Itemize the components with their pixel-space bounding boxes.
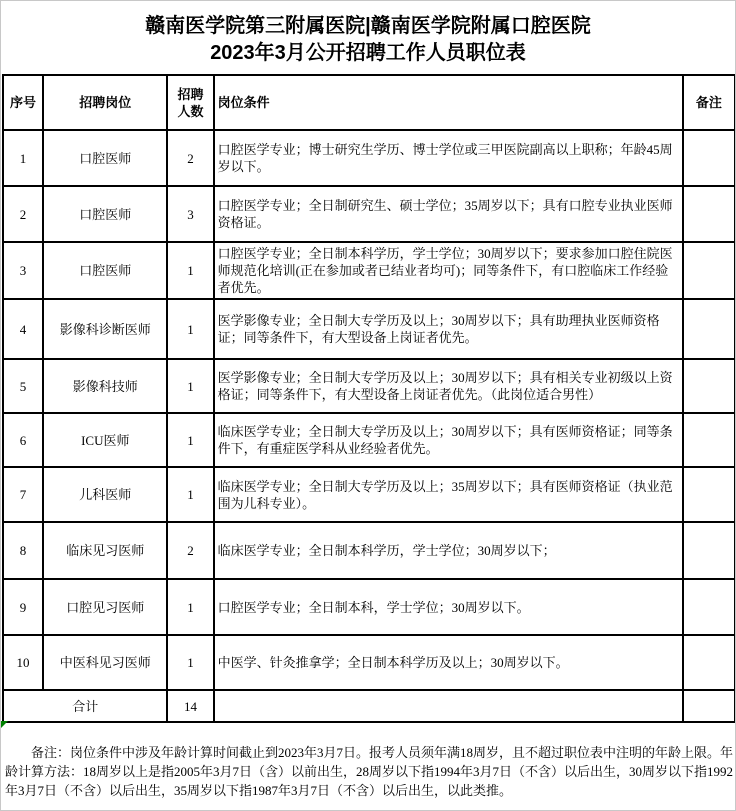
table-row (3, 522, 735, 579)
seq-cell: 3 (3, 242, 43, 299)
position-cell: 中医科见习医师 (43, 635, 167, 690)
total-count-cell: 14 (167, 690, 213, 722)
conditions-cell: 口腔医学专业；博士研究生学历、博士学位或三甲医院副高以上职称；年龄45周岁以下。 (214, 130, 683, 186)
position-cell: 临床见习医师 (43, 522, 167, 579)
position-cell: 影像科技师 (43, 359, 167, 413)
position-cell: 口腔医师 (43, 242, 167, 299)
total-label-cell: 合计 (3, 690, 167, 722)
conditions-cell: 口腔医学专业；全日制本科，学士学位；30周岁以下。 (214, 579, 683, 635)
seq-cell: 5 (3, 359, 43, 413)
page-title-line1: 赣南医学院第三附属医院|赣南医学院附属口腔医院 (145, 15, 591, 37)
table-row (3, 359, 735, 413)
positions-table (2, 74, 736, 723)
table-row (3, 130, 735, 186)
conditions-cell: 临床医学专业；全日制本科学历，学士学位；30周岁以下； (214, 522, 683, 579)
total-remark-cell (683, 690, 735, 722)
remark-cell (683, 413, 735, 467)
count-cell: 1 (167, 242, 213, 299)
page-title-line2: 2023年3月公开招聘工作人员职位表 (210, 42, 526, 64)
table-row (3, 467, 735, 522)
conditions-cell: 临床医学专业；全日制大专学历及以上；30周岁以下；具有医师资格证；同等条件下，有重症医学科从业经验者优先。 (214, 413, 683, 467)
remark-cell (683, 467, 735, 522)
table-row (3, 299, 735, 359)
remark-cell (683, 299, 735, 359)
count-cell: 2 (167, 522, 213, 579)
header-remark: 备注 (683, 75, 735, 130)
title-block (1, 1, 735, 67)
position-cell: 口腔医师 (43, 186, 167, 242)
header-conditions: 岗位条件 (214, 75, 683, 130)
table-header-row (3, 75, 735, 130)
seq-cell: 4 (3, 299, 43, 359)
remark-cell (683, 130, 735, 186)
count-cell: 1 (167, 413, 213, 467)
table-row (3, 186, 735, 242)
seq-cell: 9 (3, 579, 43, 635)
count-cell: 1 (167, 359, 213, 413)
conditions-cell: 中医学、针灸推拿学；全日制本科学历及以上；30周岁以下。 (214, 635, 683, 690)
position-cell: 影像科诊断医师 (43, 299, 167, 359)
seq-cell: 10 (3, 635, 43, 690)
conditions-cell: 口腔医学专业；全日制研究生、硕士学位；35周岁以下；具有口腔专业执业医师资格证。 (214, 186, 683, 242)
position-cell: 口腔医师 (43, 130, 167, 186)
footer-note: 备注：岗位条件中涉及年龄计算时间截止到2023年3月7日。报考人员须年满18周岁，且不超过职位表中注明的年龄上限。年龄计算方法：18周岁以上是指2005年3月7日（含）以前出生，28周岁以下指1994年3月7日（不含）以后出生，30周岁以下指1992年3月7日（不含）以后出生，35周岁以下指1987年3月7日（不含）以后出生，以此类推。 (5, 745, 734, 798)
remark-cell (683, 242, 735, 299)
count-cell: 3 (167, 186, 213, 242)
count-cell: 1 (167, 467, 213, 522)
table-row (3, 413, 735, 467)
remark-cell (683, 522, 735, 579)
excel-error-indicator-icon (1, 721, 8, 728)
position-cell: 儿科医师 (43, 467, 167, 522)
seq-cell: 6 (3, 413, 43, 467)
conditions-cell: 口腔医学专业；全日制本科学历，学士学位；30周岁以下；要求参加口腔住院医师规范化培训(正在参加或者已结业者均可)；同等条件下，有口腔临床工作经验者优先。 (214, 242, 683, 299)
table-row (3, 635, 735, 690)
seq-cell: 1 (3, 130, 43, 186)
count-cell: 1 (167, 299, 213, 359)
seq-cell: 8 (3, 522, 43, 579)
conditions-cell: 医学影像专业；全日制大专学历及以上；30周岁以下；具有相关专业初级以上资格证；同等条件下，有大型设备上岗证者优先。（此岗位适合男性） (214, 359, 683, 413)
header-count: 招聘人数 (167, 75, 213, 130)
position-cell: 口腔见习医师 (43, 579, 167, 635)
remark-cell (683, 579, 735, 635)
position-cell: ICU医师 (43, 413, 167, 467)
remark-cell (683, 635, 735, 690)
seq-cell: 2 (3, 186, 43, 242)
total-conditions-cell (214, 690, 683, 722)
total-row (3, 690, 735, 722)
remark-cell (683, 359, 735, 413)
header-seq: 序号 (3, 75, 43, 130)
header-position: 招聘岗位 (43, 75, 167, 130)
table-row (3, 579, 735, 635)
count-cell: 1 (167, 635, 213, 690)
count-cell: 2 (167, 130, 213, 186)
conditions-cell: 医学影像专业；全日制大专学历及以上；30周岁以下；具有助理执业医师资格证；同等条件下，有大型设备上岗证者优先。 (214, 299, 683, 359)
table-row (3, 242, 735, 299)
count-cell: 1 (167, 579, 213, 635)
seq-cell: 7 (3, 467, 43, 522)
remark-cell (683, 186, 735, 242)
conditions-cell: 临床医学专业；全日制大专学历及以上；35周岁以下；具有医师资格证（执业范围为儿科专业）。 (214, 467, 683, 522)
